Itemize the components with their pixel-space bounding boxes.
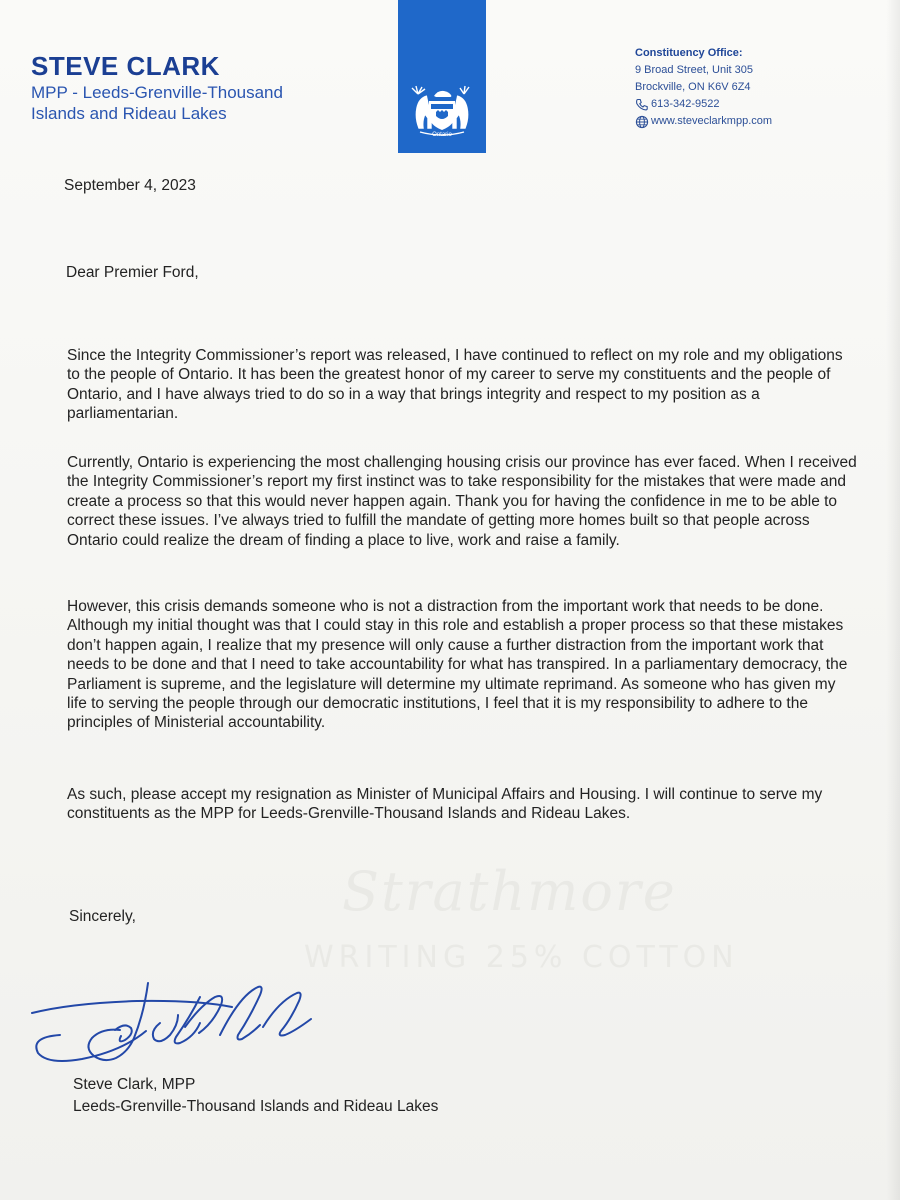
closing: Sincerely, [69, 908, 136, 925]
sender-title-line-2: Islands and Rideau Lakes [31, 104, 227, 123]
signer-name: Steve Clark, MPP [73, 1076, 196, 1093]
body-paragraph-1: Since the Integrity Commissioner’s report was released, I have continued to reflect on my role and my obligations to the people of Ontario. It has been the greatest honor of my career to serve my constituents and the people of Ontario, and I have always tried to do so in a way that brings integrity and respect to my position as a parliamentarian. [67, 347, 843, 423]
watermark-script: Strathmore [342, 860, 677, 923]
office-heading: Constituency Office: [635, 47, 743, 59]
constituency-office-block [635, 45, 772, 130]
office-phone-row [635, 96, 772, 113]
signer-riding: Leeds-Grenville-Thousand Islands and Rideau Lakes [73, 1098, 439, 1115]
phone-icon [635, 98, 649, 112]
ontario-crest-banner [398, 0, 486, 153]
sender-name: STEVE CLARK [31, 51, 220, 81]
sender-title [31, 82, 351, 124]
office-phone: 613-342-9522 [651, 98, 720, 110]
body-paragraph-3: However, this crisis demands someone who is not a distraction from the important work that needs to be done. Although my initial thought was that I could stay in this role and establish a proper process so that these mistakes don’t happen again, I realize that my presence will only cause a further distraction from the important work that needs to be done and that I need to take accountability for what has transpired. In a parliamentary democracy, the Parliament is supreme, and the legislature will determine my ultimate reprimand. As someone who has given my life to serving the people through our democratic institutions, I feel that it is my responsibility to adhere to the principles of Ministerial accountability. [67, 598, 848, 732]
page-edge-shadow [886, 0, 900, 1200]
paper-watermark [290, 860, 750, 980]
body-paragraph-4: As such, please accept my resignation as Minister of Municipal Affairs and Housing. I will continue to serve my constituents as the MPP for Leeds-Grenville-Thousand Islands and Rideau Lakes. [67, 786, 823, 823]
body-paragraph-2: Currently, Ontario is experiencing the most challenging housing crisis our province has ever faced. When I received the Integrity Commissioner’s report my first instinct was to take responsibility for the mistakes that were made and create a process so that this would never happen again. Thank you for having the confidence in me to be able to correct these issues. I’ve always tried to fulfill the mandate of getting more homes built so that people across Ontario could realize the dream of finding a place to live, work and raise a family. [67, 454, 857, 549]
crest-caption: Ontario [432, 132, 452, 138]
office-website-row [635, 113, 772, 130]
office-address-line-2: Brockville, ON K6V 6Z4 [635, 81, 751, 93]
handwritten-signature [20, 975, 330, 1075]
watermark-caps: WRITING 25% COTTON [304, 940, 739, 975]
globe-icon [635, 115, 649, 129]
sender-title-line-1: MPP - Leeds-Grenville-Thousand [31, 83, 283, 102]
office-address-line-1: 9 Broad Street, Unit 305 [635, 64, 754, 76]
office-website: www.steveclarkmpp.com [651, 115, 773, 127]
salutation: Dear Premier Ford, [66, 264, 199, 281]
letter-date: September 4, 2023 [64, 177, 196, 194]
ontario-coat-of-arms-icon [398, 0, 486, 140]
